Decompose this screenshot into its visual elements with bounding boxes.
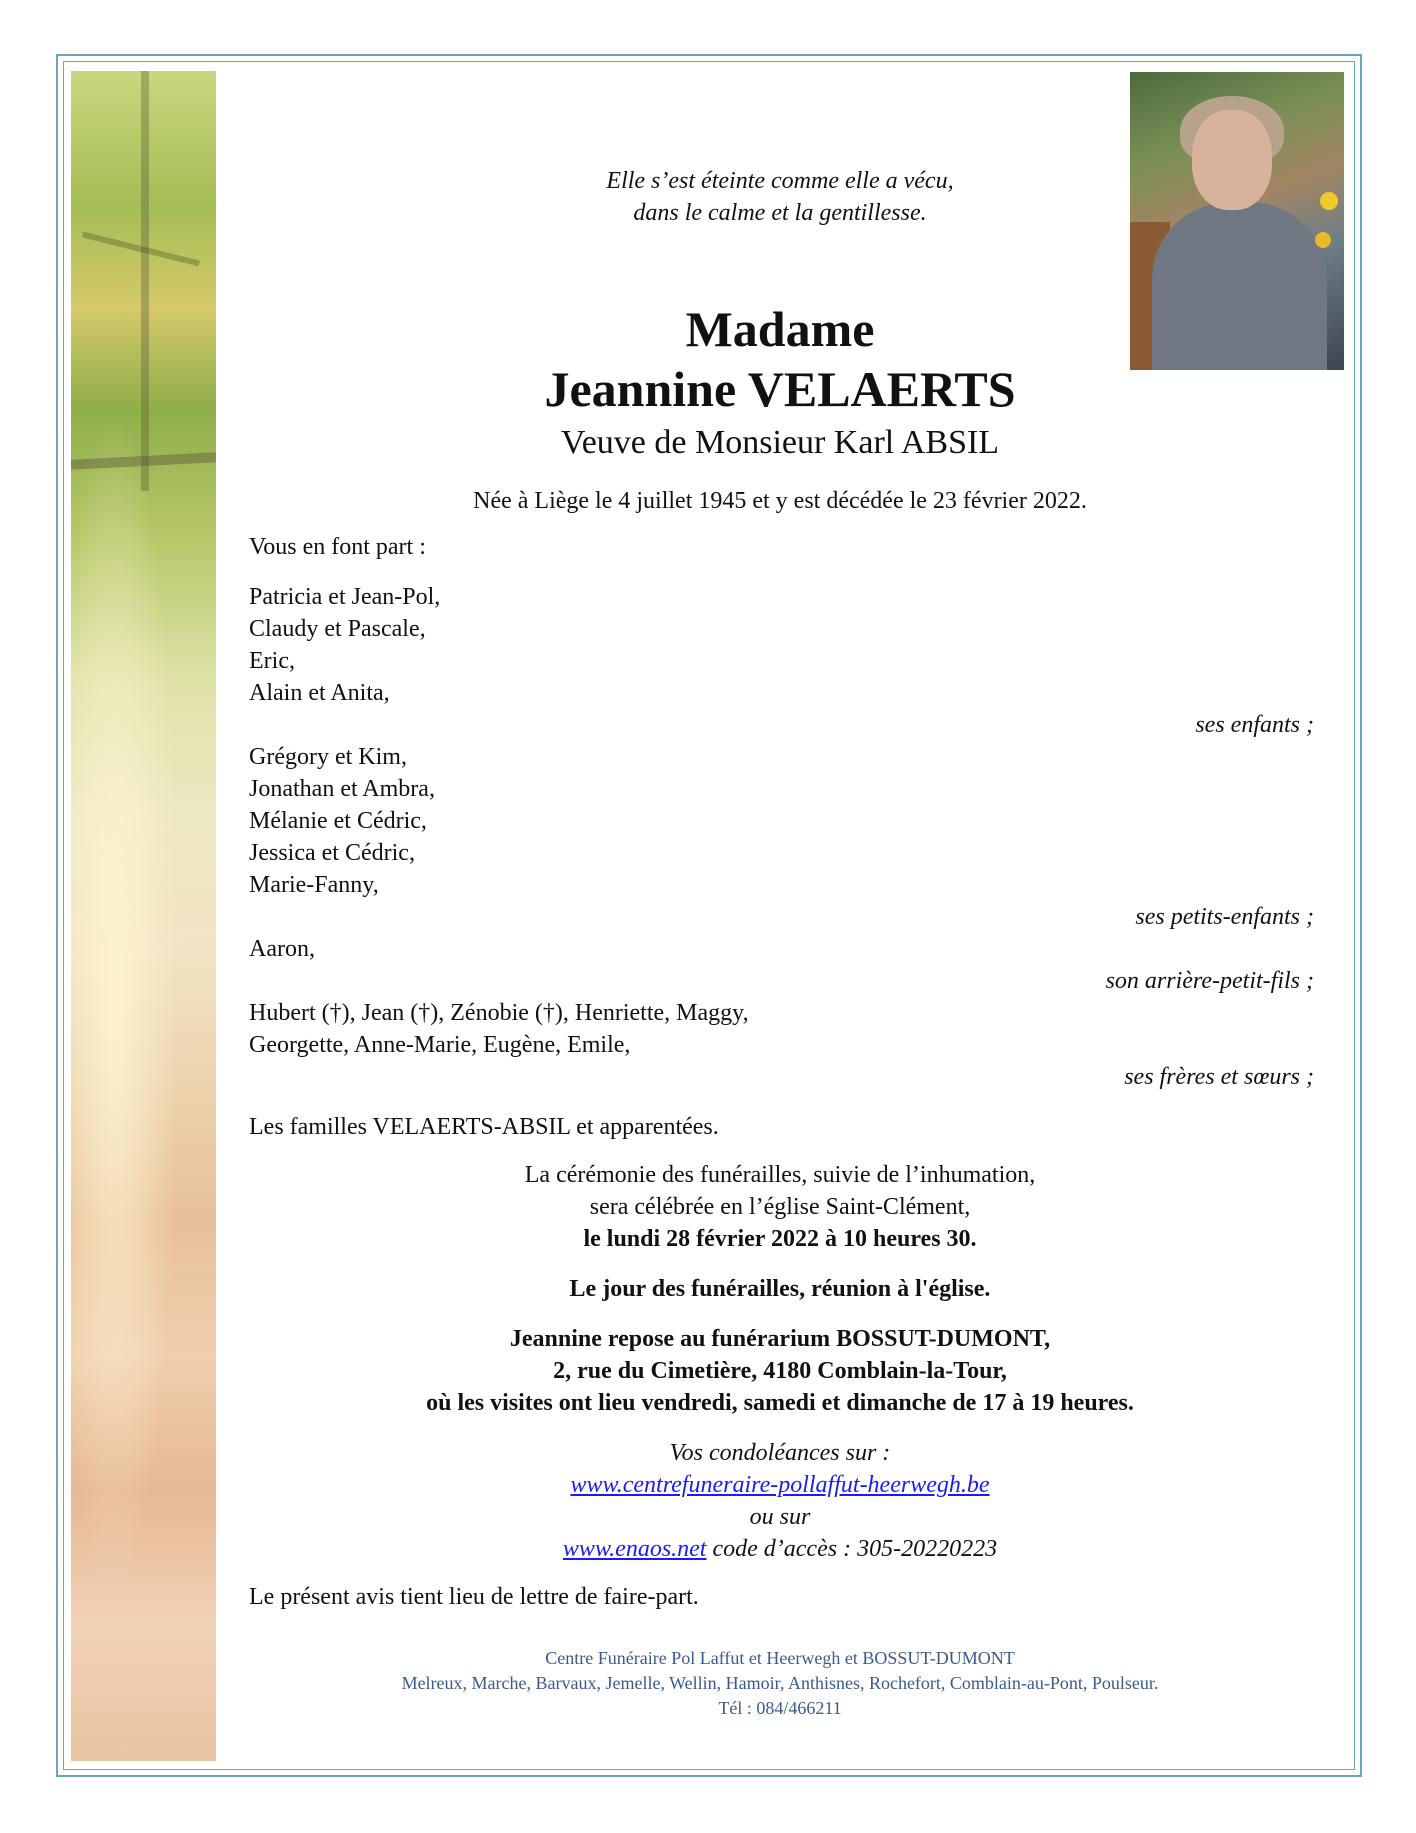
- visitation-line-1: Jeannine repose au funérarium BOSSUT-DUMONT,: [509, 1326, 1051, 1352]
- visitation-address: 2, rue du Cimetière, 4180 Comblain-la-Tour,: [553, 1358, 1007, 1384]
- intro-text: Vous en font part :: [249, 534, 426, 560]
- grandchild-2: Jonathan et Ambra,: [249, 776, 435, 802]
- great-grandchild-1: Aaron,: [249, 936, 315, 962]
- spouse-line: Veuve de Monsieur Karl ABSIL: [560, 424, 1000, 461]
- condolences-link-1-row: [250, 1472, 1310, 1499]
- access-code: code d’accès : 305-20220223: [706, 1536, 998, 1562]
- condolences-intro: Vos condoléances sur :: [669, 1440, 891, 1466]
- visitation-hours: où les visites ont lieu vendredi, samedi et dimanche de 17 à 19 heures.: [426, 1390, 1134, 1416]
- great-grandchildren-label: son arrière-petit-fils ;: [1105, 968, 1314, 994]
- ceremony-line-2: sera célébrée en l’église Saint-Clément,: [589, 1194, 971, 1220]
- siblings-line-1: Hubert (†), Jean (†), Zénobie (†), Henriette, Maggy,: [249, 1000, 749, 1026]
- child-3: Eric,: [249, 648, 295, 674]
- condolences-link-1[interactable]: www.centrefuneraire-pollaffut-heerwegh.be: [570, 1472, 990, 1498]
- footer-company: Centre Funéraire Pol Laffut et Heerwegh et BOSSUT-DUMONT: [545, 1648, 1015, 1668]
- deceased-name: Jeannine VELAERTS: [544, 361, 1016, 417]
- condolences-or: ou sur: [749, 1504, 811, 1530]
- child-4: Alain et Anita,: [249, 680, 390, 706]
- grandchild-1: Grégory et Kim,: [249, 744, 407, 770]
- families-line: Les familles VELAERTS-ABSIL et apparentées.: [249, 1114, 719, 1140]
- epigraph-line-2: dans le calme et la gentillesse.: [633, 200, 927, 226]
- footer-phone: Tél : 084/466211: [718, 1698, 842, 1718]
- child-2: Claudy et Pascale,: [249, 616, 426, 642]
- deceased-title: Madame: [685, 301, 875, 357]
- meeting-note: Le jour des funérailles, réunion à l'église.: [569, 1276, 991, 1302]
- condolences-link-2-row: [250, 1536, 1310, 1563]
- children-label: ses enfants ;: [1195, 712, 1314, 738]
- grandchild-3: Mélanie et Cédric,: [249, 808, 427, 834]
- siblings-line-2: Georgette, Anne-Marie, Eugène, Emile,: [249, 1032, 631, 1058]
- birth-death-line: Née à Liège le 4 juillet 1945 et y est décédée le 23 février 2022.: [473, 488, 1087, 514]
- forest-path-image: [71, 71, 216, 1761]
- notice-text: Le présent avis tient lieu de lettre de faire-part.: [249, 1584, 699, 1610]
- grandchild-5: Marie-Fanny,: [249, 872, 379, 898]
- epigraph-line-1: Elle s’est éteinte comme elle a vécu,: [606, 168, 954, 194]
- grandchild-4: Jessica et Cédric,: [249, 840, 415, 866]
- footer-locations: Melreux, Marche, Barvaux, Jemelle, Wellin, Hamoir, Anthisnes, Rochefort, Comblain-au-Pont, Poulseur.: [401, 1673, 1159, 1693]
- child-1: Patricia et Jean-Pol,: [249, 584, 441, 610]
- siblings-label: ses frères et sœurs ;: [1124, 1064, 1314, 1090]
- grandchildren-label: ses petits-enfants ;: [1135, 904, 1314, 930]
- condolences-link-2[interactable]: www.enaos.net: [562, 1536, 707, 1562]
- ceremony-date: le lundi 28 février 2022 à 10 heures 30.: [583, 1226, 977, 1252]
- ceremony-line-1: La cérémonie des funérailles, suivie de l’inhumation,: [524, 1162, 1036, 1188]
